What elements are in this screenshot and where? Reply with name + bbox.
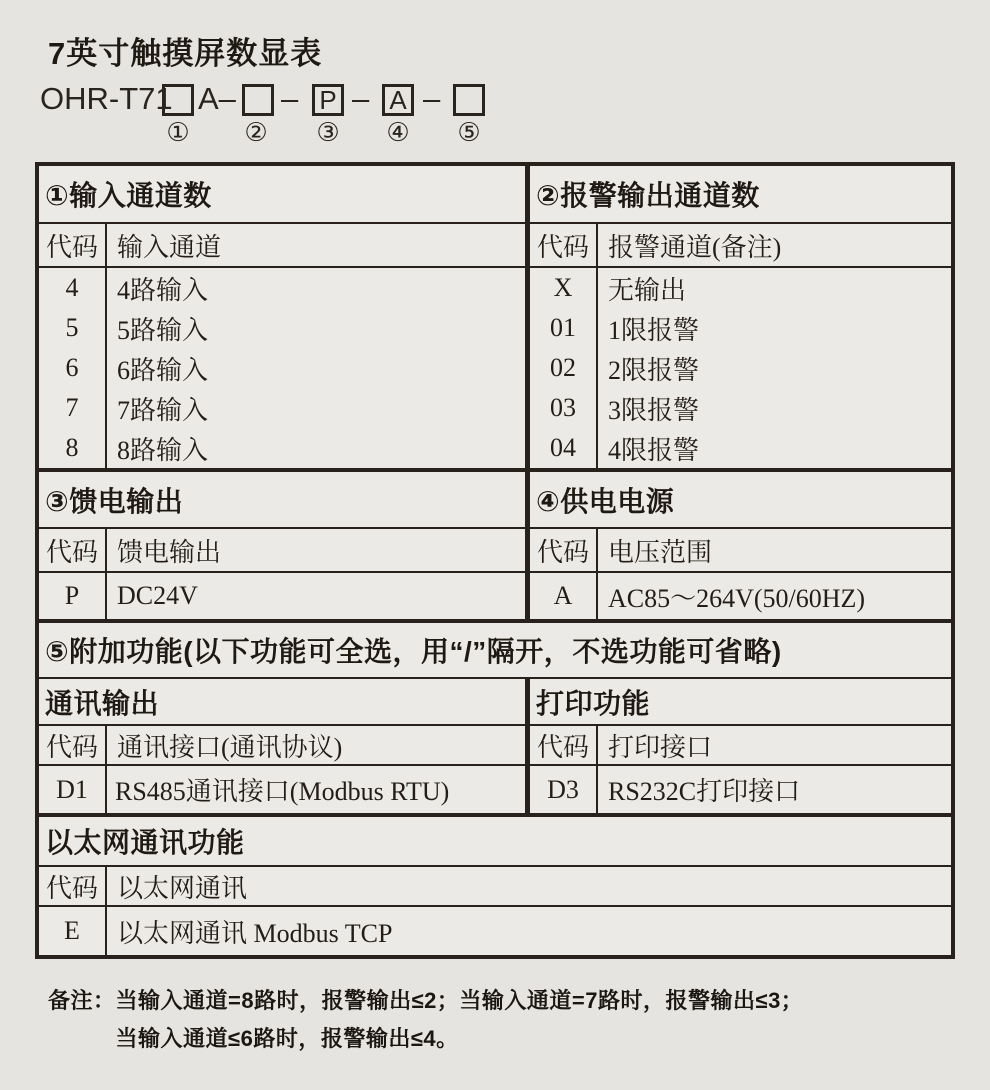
sec3-row-code: P (64, 581, 80, 610)
sec3-desc-header: 馈电输出 (117, 537, 222, 567)
sec1-row-desc: 4路输入 (117, 275, 209, 305)
ethernet-code-header: 代码 (45, 873, 98, 903)
sec2-row-desc: 1限报警 (608, 315, 700, 345)
sec4-row-desc: AC85～264V(50/60HZ) (608, 583, 866, 613)
print-desc-header: 打印接口 (608, 732, 713, 762)
sec1-row-code: 6 (65, 353, 79, 382)
comm-title: 通讯输出 (45, 687, 160, 719)
sec1-code-header: 代码 (45, 232, 98, 262)
sec2-row-desc: 3限报警 (608, 395, 700, 425)
sec2-row-desc: 2限报警 (608, 355, 700, 385)
sec2-row-code: 01 (550, 313, 576, 342)
marker-3-icon: ③ (316, 118, 340, 148)
sec1-row-code: 8 (65, 433, 79, 462)
marker-4-icon: ④ (386, 118, 410, 148)
marker-1-icon: ① (166, 118, 190, 148)
sec1-row-desc: 5路输入 (117, 315, 209, 345)
model-box-3: P (312, 84, 344, 116)
sec3-code-header: 代码 (45, 537, 98, 567)
sec2-title: ②报警输出通道数 (536, 180, 760, 211)
ethernet-title: 以太网通讯功能 (45, 827, 245, 858)
sec4-title: ④供电电源 (536, 485, 675, 517)
sec2-row-desc: 4限报警 (608, 435, 700, 465)
ethernet-desc-header: 以太网通讯 (117, 873, 248, 903)
sec4-row-code: A (553, 581, 573, 610)
sec1-row-code: 4 (65, 273, 79, 302)
sec2-code-header: 代码 (536, 232, 589, 262)
sec3-row-desc: DC24V (117, 581, 198, 610)
model-prefix: OHR-T71 (40, 81, 173, 116)
note-line-2: 当输入通道≤6路时，报警输出≤4。 (115, 1026, 459, 1051)
sec2-row-code: 04 (550, 433, 576, 462)
model-dash-2: – (352, 81, 370, 116)
sec1-row-desc: 8路输入 (117, 435, 209, 465)
sec4-code-header: 代码 (536, 537, 589, 567)
model-box-1 (162, 84, 194, 116)
sec1-row-code: 7 (65, 393, 79, 422)
print-row-desc: RS232C打印接口 (608, 777, 801, 806)
sec5-title: ⑤附加功能(以下功能可全选，用“/”隔开，不选功能可省略) (45, 636, 782, 667)
note-label: 备注： (48, 988, 116, 1013)
footer-note (48, 982, 803, 1058)
sec1-row-desc: 6路输入 (117, 355, 209, 385)
sec1-title: ①输入通道数 (45, 180, 212, 211)
model-box-4: A (382, 84, 414, 116)
marker-5-icon: ⑤ (457, 118, 481, 148)
sec1-desc-header: 输入通道 (117, 232, 222, 262)
sec4-desc-header: 电压范围 (608, 537, 713, 567)
model-box-2 (242, 84, 274, 116)
comm-code-header: 代码 (45, 732, 98, 762)
comm-row-code: D1 (56, 774, 88, 804)
sec2-desc-header: 报警通道(备注) (608, 232, 782, 262)
model-markers (0, 118, 990, 148)
model-box-5 (453, 84, 485, 116)
model-code (0, 80, 990, 122)
model-segment-a: A– (198, 81, 236, 116)
page-title: 7英寸触摸屏数显表 (48, 36, 323, 71)
sec2-row-code: 02 (550, 353, 576, 382)
ethernet-row-desc: 以太网通讯 Modbus TCP (117, 918, 393, 948)
print-row-code: D3 (547, 774, 579, 804)
ethernet-row-code: E (64, 916, 80, 945)
print-title: 打印功能 (536, 687, 651, 719)
model-dash-1: – (281, 81, 299, 116)
spec-table (35, 162, 955, 959)
print-code-header: 代码 (536, 732, 589, 762)
sec2-row-code: X (553, 273, 573, 302)
marker-2-icon: ② (244, 118, 268, 148)
comm-row-desc: RS485通讯接口(Modbus RTU) (115, 777, 450, 806)
sec2-row-code: 03 (550, 393, 576, 422)
sec1-row-code: 5 (65, 313, 79, 342)
comm-desc-header: 通讯接口(通讯协议) (117, 732, 343, 762)
note-line-1: 当输入通道=8路时，报警输出≤2；当输入通道=7路时，报警输出≤3； (115, 988, 804, 1013)
sec1-row-desc: 7路输入 (117, 395, 209, 425)
sec3-title: ③馈电输出 (45, 485, 184, 517)
model-dash-3: – (423, 81, 441, 116)
sec2-row-desc: 无输出 (608, 275, 687, 305)
